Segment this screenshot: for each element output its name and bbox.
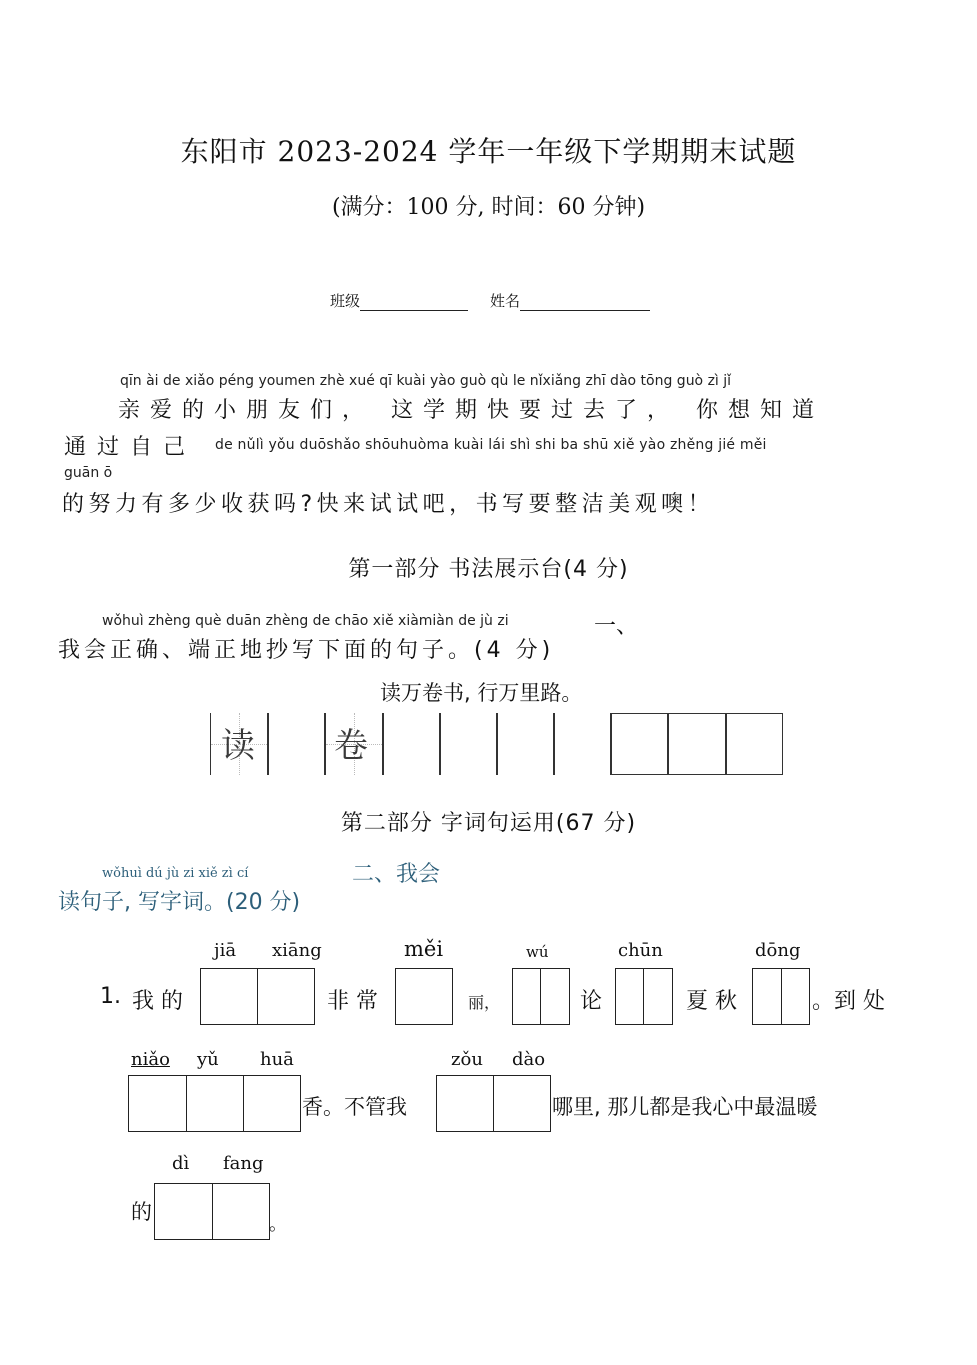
intro-pinyin-2: de nǔlì yǒu duōshǎo shōuhuòma kuài lái shì shi ba shū xiě yào zhěng jié měi <box>215 437 767 453</box>
answer-box-wu-a[interactable] <box>512 968 541 1025</box>
part2-heading: 第二部分 字词句运用(67 分) <box>340 811 637 836</box>
item1-xiaqiu: 夏 秋 <box>686 989 737 1014</box>
item1-lun: 论 <box>580 989 603 1014</box>
answer-box-hua[interactable] <box>243 1075 301 1132</box>
name-label: 姓名 <box>490 292 521 310</box>
answer-box-yu[interactable] <box>186 1075 244 1132</box>
py-mei: měi <box>404 937 444 961</box>
grid-cell-7[interactable] <box>554 713 611 775</box>
class-blank[interactable] <box>360 296 468 311</box>
py-wu: wú <box>526 943 549 961</box>
answer-box-dong-a[interactable] <box>752 968 782 1025</box>
grid-cell-5[interactable] <box>440 713 497 775</box>
part2-question-text: 读句子, 写字词。(20 分) <box>58 890 301 915</box>
py-hua: huā <box>260 1049 294 1070</box>
class-label: 班级 <box>330 292 361 310</box>
answer-box-mei[interactable] <box>395 968 453 1025</box>
grid-cell-9[interactable] <box>668 713 726 775</box>
part1-question-pinyin: wǒhuì zhèng què duān zhèng de chāo xiě xiàmiàn de jù zi <box>102 613 509 629</box>
grid-cell-4[interactable] <box>383 713 440 775</box>
answer-box-chun-b[interactable] <box>643 968 673 1025</box>
intro-pinyin-3: guān ō <box>64 465 113 481</box>
py-yu: yǔ <box>197 1049 219 1070</box>
py-dao: dào <box>512 1049 546 1070</box>
item1-number: 1. <box>100 984 121 1009</box>
page-subtitle: (满分：100 分, 时间：60 分钟) <box>331 195 646 220</box>
part1-question-text: 我会正确、端正地抄写下面的句子。(4 分) <box>58 638 555 663</box>
part1-heading: 第一部分 书法展示台(4 分) <box>348 557 629 582</box>
py-niao: niǎo <box>131 1049 170 1070</box>
class-field[interactable] <box>330 290 468 311</box>
item1-daochu: 。到 处 <box>812 989 885 1014</box>
answer-box-xiang[interactable] <box>257 968 315 1025</box>
py-dong: dōng <box>755 940 801 961</box>
item1-li: 丽， <box>468 993 501 1012</box>
py-di: dì <box>172 1153 190 1174</box>
answer-box-dao[interactable] <box>493 1075 551 1132</box>
intro-text-2: 通过自己 <box>64 435 197 460</box>
item1-wode: 我 的 <box>132 989 183 1014</box>
name-blank[interactable] <box>520 296 650 311</box>
item1-nali: 哪里, 那儿都是我心中最温暖 <box>552 1095 818 1119</box>
item1-end: 。 <box>269 1214 287 1235</box>
grid-cell-10[interactable] <box>726 713 783 775</box>
item1-feichang: 非 常 <box>327 989 378 1014</box>
part2-question-number: 二、我会 <box>352 862 441 887</box>
grid-cell-6[interactable] <box>497 713 554 775</box>
answer-box-di[interactable] <box>154 1183 213 1240</box>
py-fang: fang <box>223 1153 264 1174</box>
answer-box-wu-b[interactable] <box>540 968 570 1025</box>
page-title: 东阳市 2023-2024 学年一年级下学期期末试题 <box>180 135 797 168</box>
item1-de: 的 <box>131 1200 152 1224</box>
py-xiang: xiāng <box>272 940 322 961</box>
answer-box-dong-b[interactable] <box>781 968 810 1025</box>
answer-box-niao[interactable] <box>128 1075 187 1132</box>
part2-question-pinyin: wǒhuì dú jù zi xiě zì cí <box>102 866 249 881</box>
py-jia: jiā <box>214 940 237 961</box>
name-field[interactable] <box>490 290 650 311</box>
answer-box-zou[interactable] <box>436 1075 494 1132</box>
grid-cell-8[interactable] <box>611 713 668 775</box>
grid-cell-2[interactable] <box>268 713 325 775</box>
answer-box-chun-a[interactable] <box>615 968 644 1025</box>
intro-text-3: 的努力有多少收获吗?快来试试吧，书写要整洁美观噢！ <box>62 492 715 517</box>
part1-question-number: 一、 <box>594 614 639 639</box>
intro-pinyin-1: qīn ài de xiǎo péng youmen zhè xué qī kuài yào guò qù le nǐxiǎng zhī dào tōng guò zì jǐ <box>120 373 732 389</box>
copy-sentence: 读万卷书, 行万里路。 <box>380 681 583 705</box>
item1-xiang: 香。不管我 <box>302 1095 407 1119</box>
py-chun: chūn <box>618 940 663 961</box>
py-zou: zǒu <box>451 1049 483 1070</box>
sample-char-du: 读 <box>221 726 255 766</box>
answer-box-fang[interactable] <box>212 1183 270 1240</box>
answer-box-jia[interactable] <box>200 968 258 1025</box>
intro-text-1: 亲爱的小朋友们， 这学期快要过去了， 你想知道 <box>118 398 824 423</box>
sample-char-juan: 卷 <box>334 726 368 766</box>
